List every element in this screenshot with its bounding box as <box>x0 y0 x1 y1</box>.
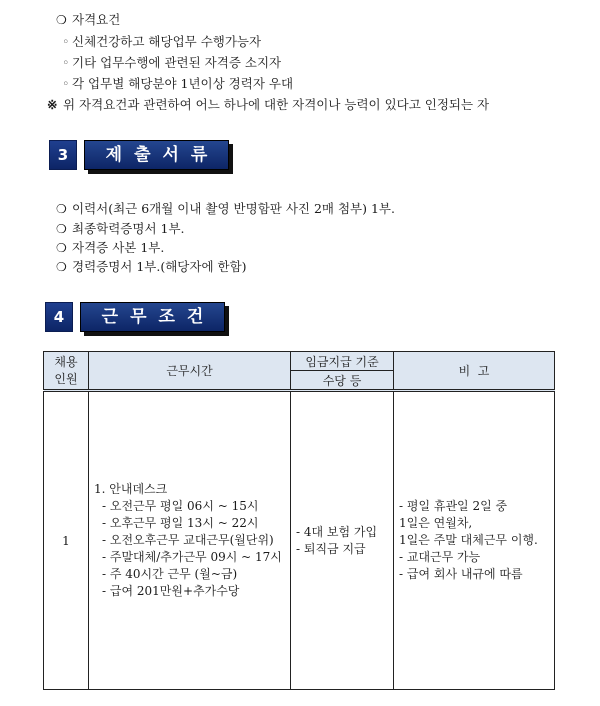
section-title-3: 제출서류 <box>84 140 229 170</box>
list-item: ◦ 신체건강하고 해당업무 수행가능자 <box>62 34 262 49</box>
header-work-hours: 근무시간 <box>89 352 291 391</box>
list-item: ❍ 경력증명서 1부.(해당자에 한함) <box>56 259 247 274</box>
header-hire-count: 채용 인원 <box>44 352 89 391</box>
section-number-3: 3 <box>49 140 77 170</box>
qualification-heading: 자격요건 <box>72 12 121 27</box>
cell-remarks: - 평일 휴관일 2일 중 1일은 연월차, 1일은 주말 대체근무 이행. - 교대근무 가능 - 급여 회사 내규에 따름 <box>394 391 555 690</box>
section-title-4: 근무조건 <box>80 302 225 332</box>
work-conditions-table <box>43 351 555 690</box>
cell-hire-count: 1 <box>44 391 89 690</box>
list-item: ◦ 각 업무별 해당분야 1년이상 경력자 우대 <box>62 76 294 91</box>
dot-bullet-icon: ◦ <box>62 34 70 49</box>
section-number-4: 4 <box>45 302 73 332</box>
reference-mark-icon: ※ <box>47 97 58 112</box>
circle-bullet-icon: ❍ <box>56 202 67 216</box>
circle-bullet-icon: ❍ <box>56 13 67 27</box>
list-item: ❍ 최종학력증명서 1부. <box>56 221 185 236</box>
qualification-heading-row <box>56 11 120 29</box>
header-allowance: 수당 등 <box>291 371 394 391</box>
header-remarks: 비 고 <box>394 352 555 391</box>
list-item: ◦ 기타 업무수행에 관련된 자격증 소지자 <box>62 55 282 70</box>
cell-work-hours: 1. 안내데스크 - 오전근무 평일 06시 ~ 15시 - 오후근무 평일 13시 ~ 22시 - 오전오후근무 교대근무(월단위) - 주말대체/추가근무 09시 ~ 17시 - 주 40시간 근무 (월~금) - 급여 201만원+추가수당 <box>89 391 291 690</box>
circle-bullet-icon: ❍ <box>56 241 67 255</box>
list-item: ❍ 자격증 사본 1부. <box>56 240 165 255</box>
list-item: ❍ 이력서(최근 6개월 이내 촬영 반명함판 사진 2매 첨부) 1부. <box>56 201 395 216</box>
qualification-note: ※ 위 자격요건과 관련하여 어느 하나에 대한 자격이나 능력이 있다고 인정되는 자 <box>47 97 490 112</box>
table-row <box>44 391 555 690</box>
dot-bullet-icon: ◦ <box>62 76 70 91</box>
dot-bullet-icon: ◦ <box>62 55 70 70</box>
header-wage-basis: 임금지급 기준 <box>291 352 394 371</box>
circle-bullet-icon: ❍ <box>56 260 67 274</box>
cell-wage: - 4대 보험 가입 - 퇴직금 지급 <box>291 391 394 690</box>
circle-bullet-icon: ❍ <box>56 222 67 236</box>
